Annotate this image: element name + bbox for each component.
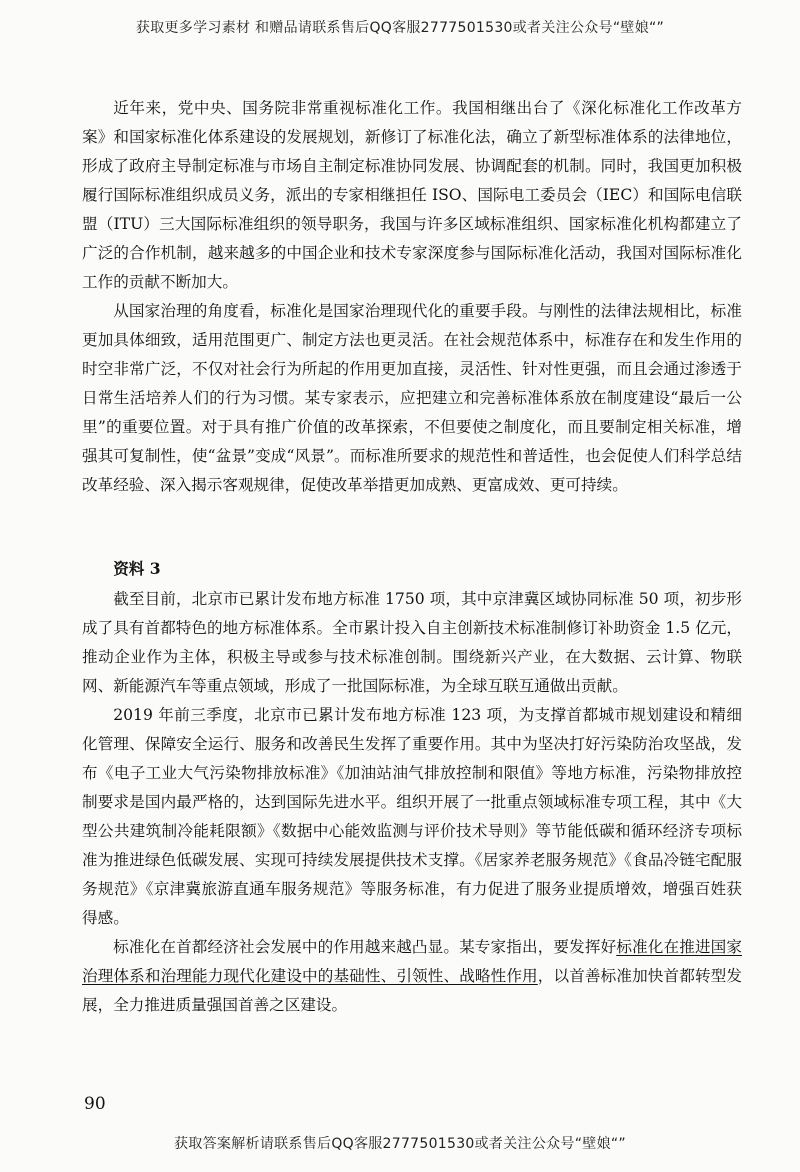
section-title: 资料 3 xyxy=(113,559,161,578)
conclusion-underlined: 标准化在推进国家治理体系和治理能力现代化建设中的基础性、引领性、战略性作用 xyxy=(82,938,742,985)
article-part-1 xyxy=(82,94,742,500)
paragraph-reform: 近年来，党中央、国务院非常重视标准化工作。我国相继出台了《深化标准化工作改革方案》和国家标准化体系建设的发展规划，新修订了标准化法，确立了新型标准体系的法律地位，形成了政府主导制定标准与市场自主制定标准协同发展、协调配套的机制。同时，我国更加积极履行国际标准组织成员义务，派出的专家相继担任 ISO、国际电工委员会（IEC）和国际电信联盟（ITU）三大国际标准组织的领导职务，我国与许多区域标准组织、国家标准化机构都建立了广泛的合作机制，越来越多的中国企业和技术专家深度参与国际标准化活动，我国对国际标准化工作的贡献不断加大。 xyxy=(82,99,742,291)
bottom-promo-banner: 获取答案解析请联系售后QQ客服2777501530或者关注公众号“壁娘“” xyxy=(174,1136,626,1152)
paragraph-2019-standards: 2019 年前三季度，北京市已累计发布地方标准 123 项，为支撑首都城市规划建设和精细化管理、保障安全运行、服务和改善民生发挥了重要作用。其中为坚决打好污染防治攻坚战，发布《电子工业大气污染物排放标准》《加油站油气排放控制和限值》等地方标准，污染物排放控制要求是国内最严格的，达到国际先进水平。组织开展了一批重点领域标准专项工程，其中《大型公共建筑制冷能耗限额》《数据中心能效监测与评价技术导则》等节能低碳和循环经济专项标准为推进绿色低碳发展、实现可持续发展提供技术支撑。《居家养老服务规范》《食品冷链宅配服务规范》《京津冀旅游直通车服务规范》等服务标准，有力促进了服务业提质增效，增强百姓获得感。 xyxy=(82,706,742,927)
conclusion-lead: 标准化在首都经济社会发展中的作用越来越凸显。某专家指出，要发挥好 xyxy=(113,938,617,956)
page-number: 90 xyxy=(84,1094,106,1114)
paragraph-governance: 从国家治理的角度看，标准化是国家治理现代化的重要手段。与刚性的法律法规相比，标准更加具体细致，适用范围更广、制定方法也更灵活。在社会规范体系中，标准存在和发生作用的时空非常广泛，不仅对社会行为所起的作用更加直接，灵活性、针对性更强，而且会通过渗透于日常生活培养人们的行为习惯。某专家表示，应把建立和完善标准体系放在制度建设“最后一公里”的重要位置。对于具有推广价值的改革探索，不但要使之制度化，而且要制定相关标准，增强其可复制性，使“盆景”变成“风景”。而标准所要求的规范性和普适性，也会促使人们科学总结改革经验、深入揭示客观规律，促使改革举措更加成熟、更富成效、更可持续。 xyxy=(82,302,742,494)
conclusion-tail: ，以首善标准加快首都转型发展，全力推进质量强国首善之区建设。 xyxy=(82,967,742,1014)
top-promo-banner: 获取更多学习素材 和赠品请联系售后QQ客服2777501530或者关注公众号“壁娘“” xyxy=(135,20,665,36)
paragraph-conclusion xyxy=(82,933,742,1020)
article-part-2 xyxy=(82,554,742,1020)
paragraph-beijing-standards: 截至目前，北京市已累计发布地方标准 1750 项，其中京津冀区域协同标准 50 项，初步形成了具有首都特色的地方标准体系。全市累计投入自主创新技术标准制修订补助资金 1.5 亿元，推动企业作为主体，积极主导或参与技术标准创制。围绕新兴产业，在大数据、云计算、物联网、新能源汽车等重点领域，形成了一批国际标准，为全球互联互通做出贡献。 xyxy=(82,590,742,695)
